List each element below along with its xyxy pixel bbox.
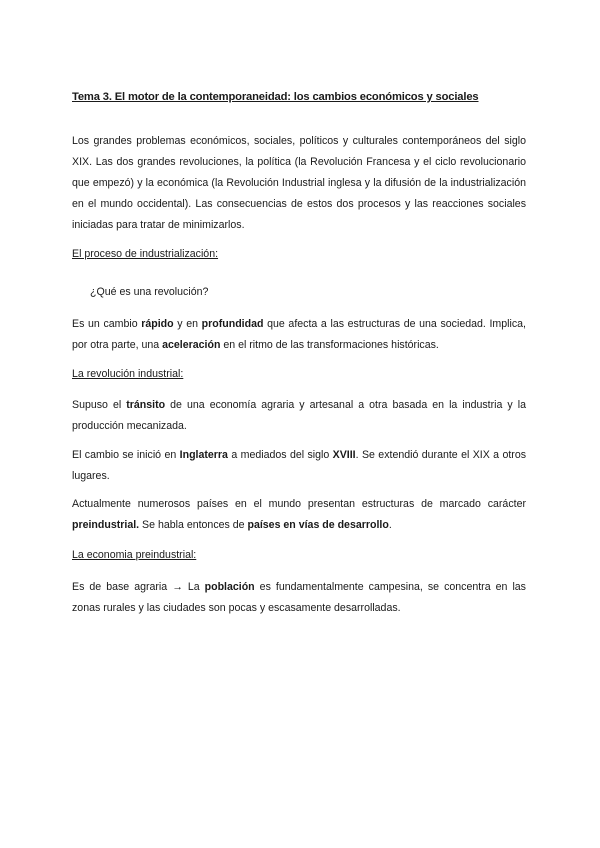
text-run: . [388, 519, 392, 531]
text-run: Es de base agraria → La [72, 581, 205, 593]
bold-term-xviii: XVIII [332, 449, 356, 461]
bold-term-inglaterra: Inglaterra [179, 449, 228, 461]
section-heading-economia-preindustrial: La economia preindustrial: [72, 549, 197, 561]
transito-paragraph [72, 395, 526, 437]
document-title: Tema 3. El motor de la contemporaneidad: los cambios económicos y sociales [72, 91, 479, 103]
bold-term-rapido: rápido [141, 318, 174, 330]
question-revolucion: ¿Qué es una revolución? [90, 286, 209, 298]
text-run: a mediados del siglo [227, 449, 333, 461]
section-heading-revolucion-industrial: La revolución industrial: [72, 368, 184, 380]
section-heading-industrializacion: El proceso de industrialización: [72, 248, 219, 260]
text-run: de una economía agraria y artesanal a otra basada en la industria y la producción mecanizada. [72, 399, 527, 432]
text-run: Se habla entonces de [139, 519, 248, 531]
inglaterra-paragraph [72, 445, 526, 487]
text-run: es fundamentalmente campesina, se concentra en las zonas rurales y las ciudades son pocas y escasamente desarrolladas. [72, 581, 526, 614]
text-run: Actualmente numerosos países en el mundo presentan estructuras de marcado carácter [72, 498, 526, 510]
text-run: y en [173, 318, 202, 330]
bold-term-paises-desarrollo: países en vías de desarrollo [247, 519, 389, 531]
text-run: El cambio se inició en [72, 449, 180, 461]
bold-term-transito: tránsito [126, 399, 166, 411]
text-run: en el ritmo de las transformaciones históricas. [220, 339, 439, 351]
text-run: Es un cambio [72, 318, 142, 330]
text-run: . Se extendió durante el XIX a otros lugares. [72, 449, 527, 482]
definition-paragraph [72, 314, 526, 356]
bold-term-aceleracion: aceleración [162, 339, 221, 351]
bold-term-poblacion: población [204, 581, 255, 593]
text-run: Supuso el [72, 399, 127, 411]
bold-term-preindustrial: preindustrial. [72, 519, 140, 531]
intro-paragraph: Los grandes problemas económicos, sociales, políticos y culturales contemporáneos del siglo XIX. Las dos grandes revoluciones, la política (la Revolución Francesa y el ciclo revolucionario que empezó) y la económica (la Revolución Industrial inglesa y la difusión de la industrialización en el mundo occidental). Las consecuencias de estos dos procesos y las reacciones sociales iniciadas para tratar de minimizarlos. [72, 135, 526, 231]
preindustrial-paragraph [72, 494, 526, 536]
poblacion-paragraph [72, 577, 526, 619]
bold-term-profundidad: profundidad [201, 318, 264, 330]
text-run: que afecta a las estructuras de una sociedad. Implica, por otra parte, una [72, 318, 526, 351]
